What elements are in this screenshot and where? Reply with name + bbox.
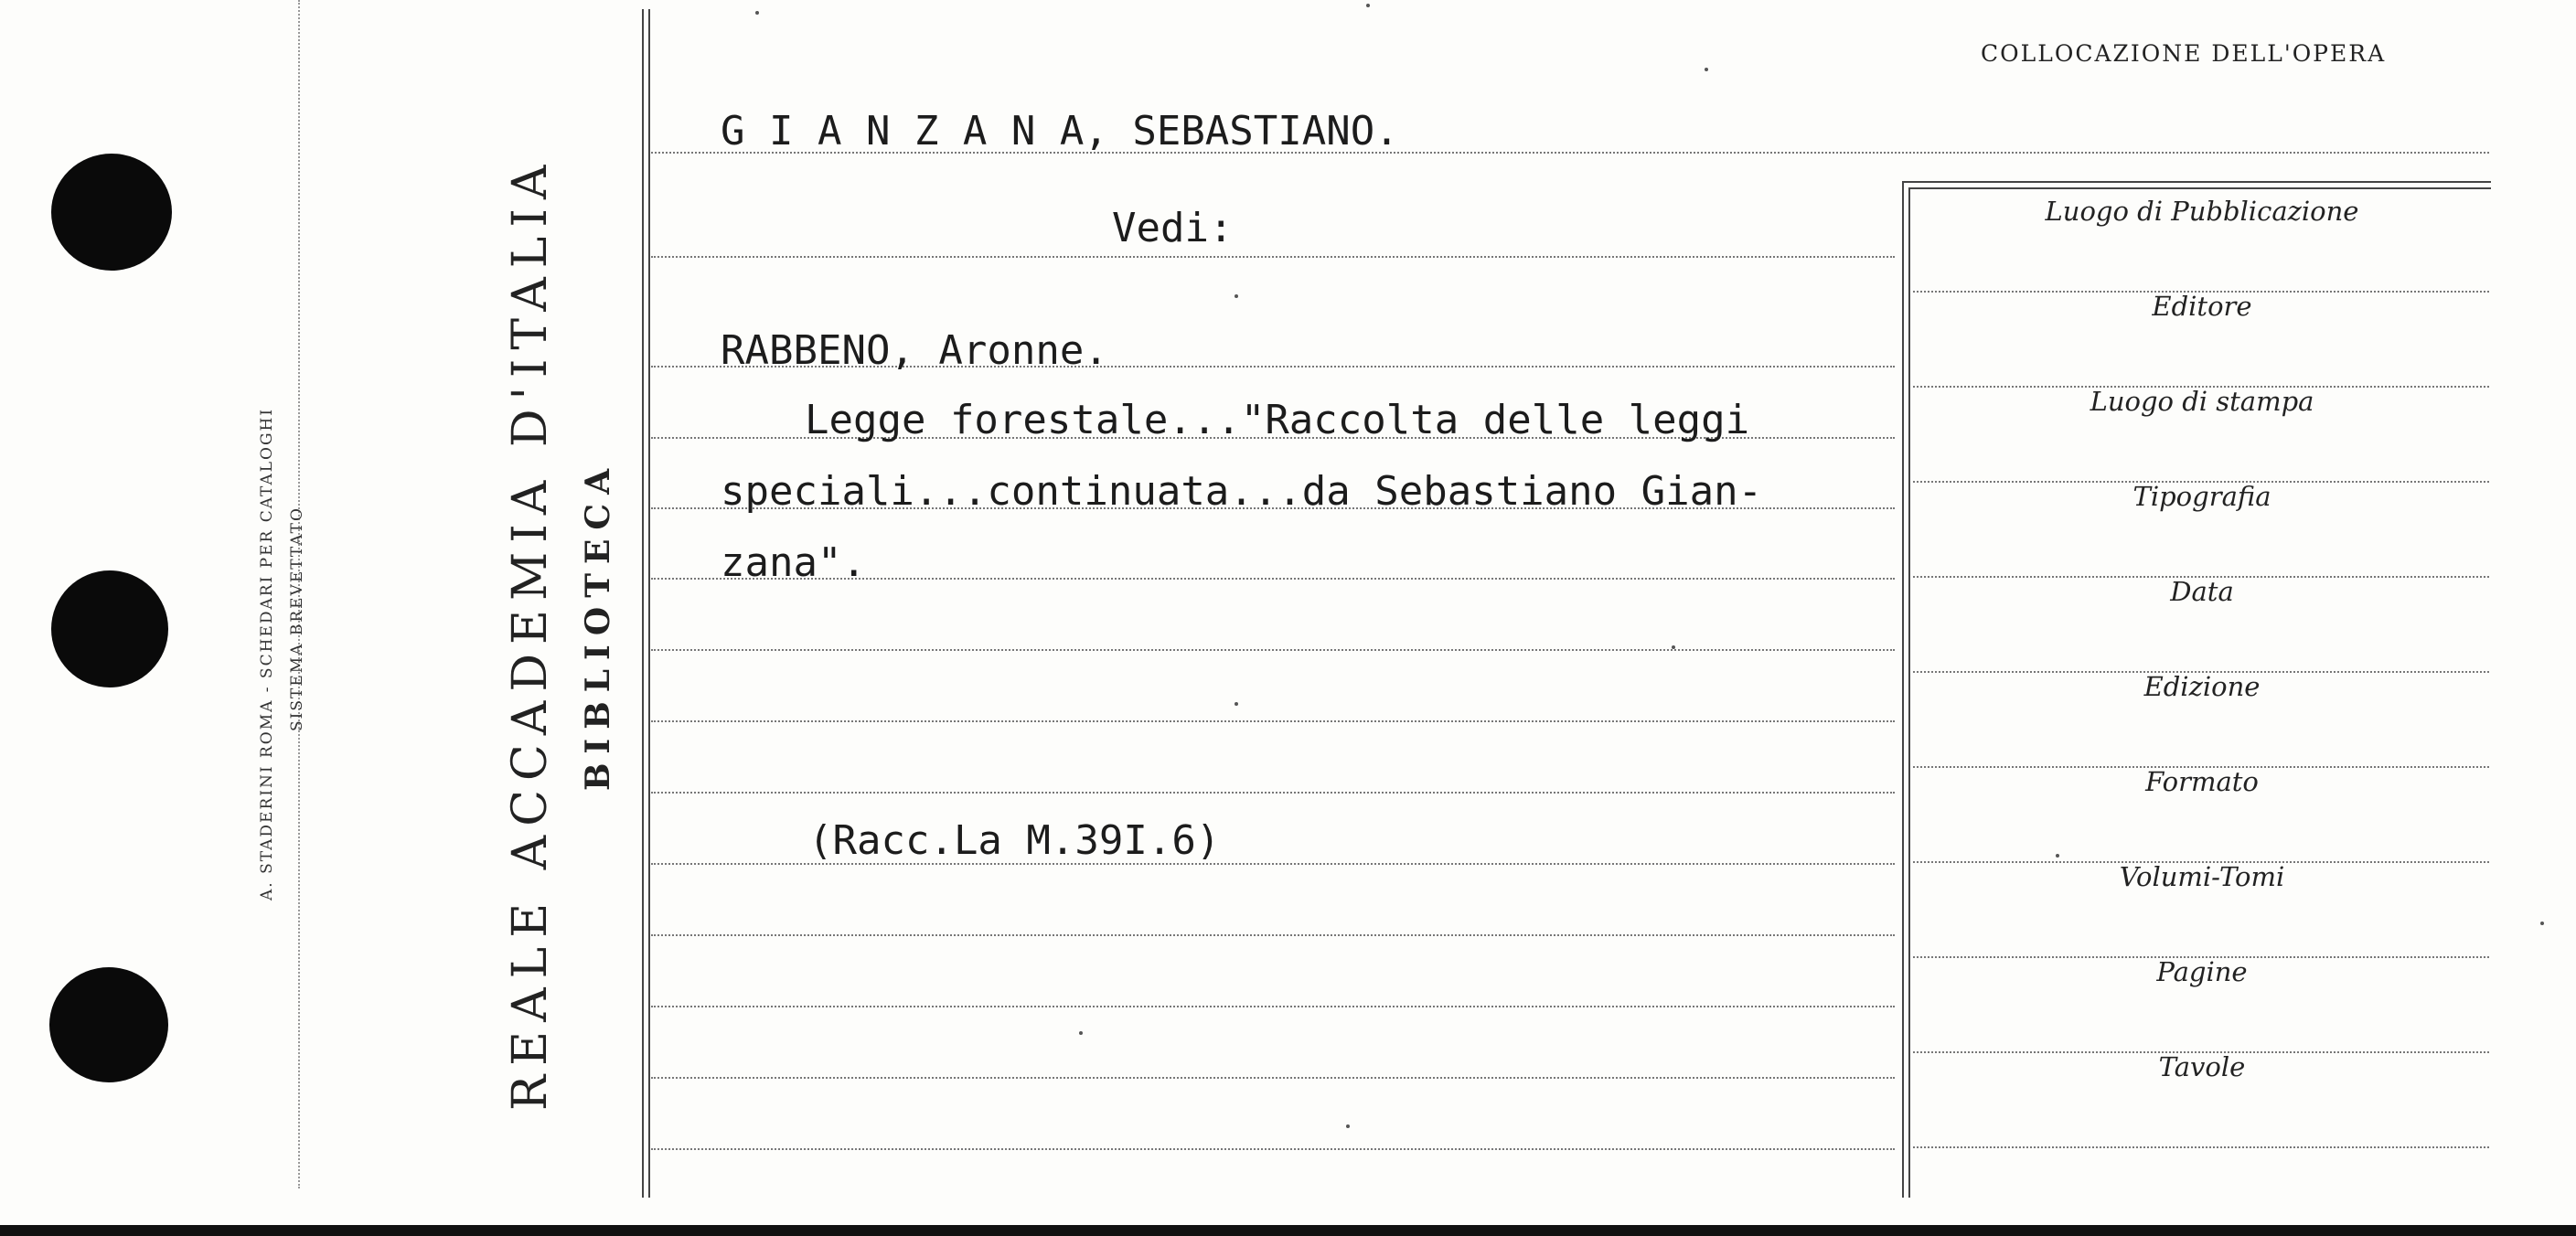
paper-speck: [1366, 4, 1370, 7]
field-label-format: Formato: [2145, 766, 2259, 797]
field-label-publisher: Editore: [2152, 291, 2252, 322]
right-panel-top-rule-inner: [1908, 187, 2491, 189]
paper-speck: [1235, 294, 1238, 298]
field-label-volumes: Volumi-Tomi: [2119, 861, 2285, 892]
paper-speck: [1672, 645, 1675, 649]
ruled-line: [651, 649, 1895, 651]
paper-speck: [755, 11, 759, 15]
ruled-line: [651, 934, 1895, 936]
ruled-line: [651, 1006, 1895, 1007]
right-panel-rule: [1902, 181, 1904, 1198]
author-entry: RABBENO, Aronne.: [721, 327, 1108, 374]
field-label-place-of-publication: Luogo di Pubblicazione: [2045, 196, 2359, 227]
see-reference-label: Vedi:: [1112, 205, 1234, 251]
placement-header: COLLOCAZIONE DELL'OPERA: [1981, 40, 2387, 67]
field-label-printer: Tipografia: [2132, 481, 2271, 512]
paper-speck: [2540, 922, 2544, 925]
ruled-line: [651, 256, 1895, 258]
ruled-line: [651, 792, 1895, 794]
field-label-plates: Tavole: [2158, 1051, 2246, 1082]
punch-hole-top: [51, 154, 172, 271]
field-rule: [1913, 1146, 2489, 1148]
paper-speck: [1079, 1031, 1083, 1035]
paper-speck: [1705, 68, 1708, 71]
ruled-line: [651, 1077, 1895, 1079]
paper-speck: [1346, 1124, 1350, 1128]
printer-imprint-line-1: A. STADERINI ROMA - SCHEDARI PER CATALOGHI: [258, 407, 276, 900]
field-label-pages: Pagine: [2156, 956, 2248, 987]
paper-speck: [1235, 702, 1238, 706]
field-label-place-of-printing: Luogo di stampa: [2090, 386, 2314, 417]
right-panel-top-rule: [1902, 181, 2491, 183]
title-line-3: zana".: [721, 539, 866, 586]
ruled-line: [651, 1148, 1895, 1150]
left-double-rule-inner: [648, 9, 650, 1198]
ruled-line: [651, 720, 1895, 722]
punch-hole-bottom: [49, 967, 168, 1082]
field-label-date: Data: [2170, 576, 2234, 607]
field-label-edition: Edizione: [2143, 671, 2261, 702]
title-line-1: Legge forestale..."Raccolta delle leggi: [805, 397, 1750, 443]
left-double-rule: [642, 9, 644, 1198]
paper-speck: [2056, 854, 2059, 858]
title-line-2: speciali...continuata...da Sebastiano Gian-: [721, 468, 1763, 515]
shelf-mark: (Racc.La M.39I.6): [808, 817, 1221, 864]
heading-entry: G I A N Z A N A, SEBASTIANO.: [721, 108, 1399, 154]
printer-imprint-line-2: SISTEMA BREVETTATO: [288, 506, 306, 731]
punch-hole-middle: [51, 570, 168, 687]
library-name: BIBLIOTECA: [579, 459, 617, 791]
card-bottom-edge: [0, 1225, 2576, 1236]
institution-name: REALE ACCADEMIA D'ITALIA: [503, 155, 558, 1111]
